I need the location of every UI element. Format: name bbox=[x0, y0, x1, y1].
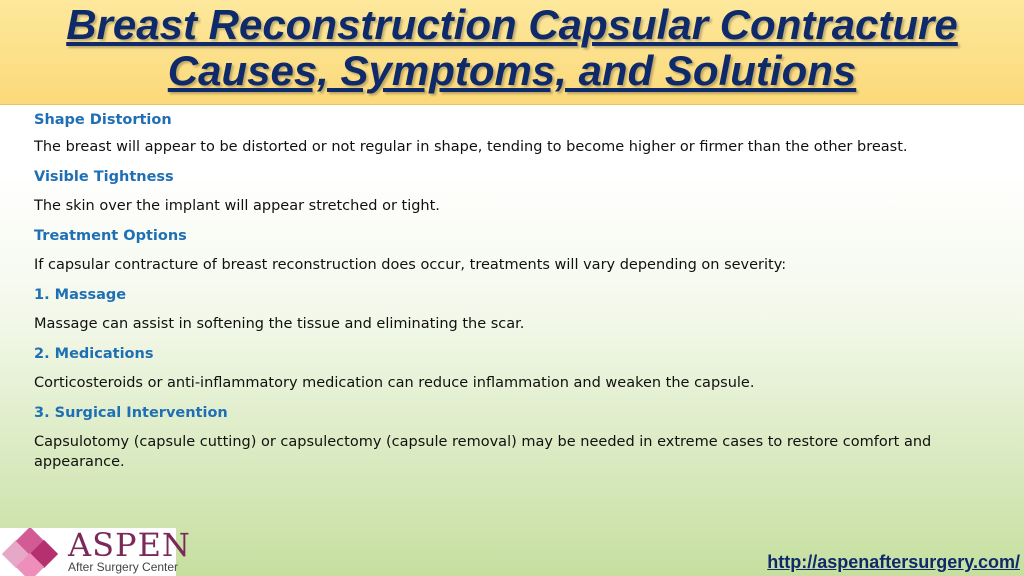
section-shape-distortion bbox=[34, 109, 934, 157]
content-body bbox=[34, 109, 934, 481]
section-visible-tightness bbox=[34, 166, 934, 216]
section-heading: Shape Distortion bbox=[34, 112, 172, 128]
title-line-2: Causes, Symptoms, and Solutions bbox=[167, 47, 857, 94]
section-heading: Visible Tightness bbox=[34, 169, 174, 185]
page-title bbox=[0, 2, 1024, 94]
section-heading: 1. Massage bbox=[34, 287, 127, 303]
section-text: The breast will appear to be distorted or not regular in shape, tending to become higher or firmer than the other breast. bbox=[34, 139, 908, 155]
section-text: If capsular contracture of breast reconstruction does occur, treatments will vary depending on severity: bbox=[34, 257, 787, 273]
section-text: Corticosteroids or anti-inflammatory medication can reduce inflammation and weaken the capsule. bbox=[34, 375, 755, 391]
website-link[interactable]: http://aspenaftersurgery.com/ bbox=[767, 552, 1020, 572]
logo-tagline: After Surgery Center bbox=[68, 560, 179, 574]
title-line-1: Breast Reconstruction Capsular Contracture bbox=[66, 1, 958, 48]
section-text: Massage can assist in softening the tissue and eliminating the scar. bbox=[34, 316, 525, 332]
section-treatment-options bbox=[34, 225, 934, 275]
section-massage bbox=[34, 284, 934, 334]
section-surgical-intervention bbox=[34, 402, 934, 472]
section-heading: 2. Medications bbox=[34, 346, 154, 362]
section-heading: Treatment Options bbox=[34, 228, 187, 244]
section-heading: 3. Surgical Intervention bbox=[34, 405, 228, 421]
section-text: The skin over the implant will appear stretched or tight. bbox=[34, 198, 440, 214]
logo-wordmark: ASPEN bbox=[68, 526, 191, 564]
section-medications bbox=[34, 343, 934, 393]
section-text: Capsulotomy (capsule cutting) or capsulectomy (capsule removal) may be needed in extreme cases to restore comfort and appearance. bbox=[34, 434, 932, 470]
